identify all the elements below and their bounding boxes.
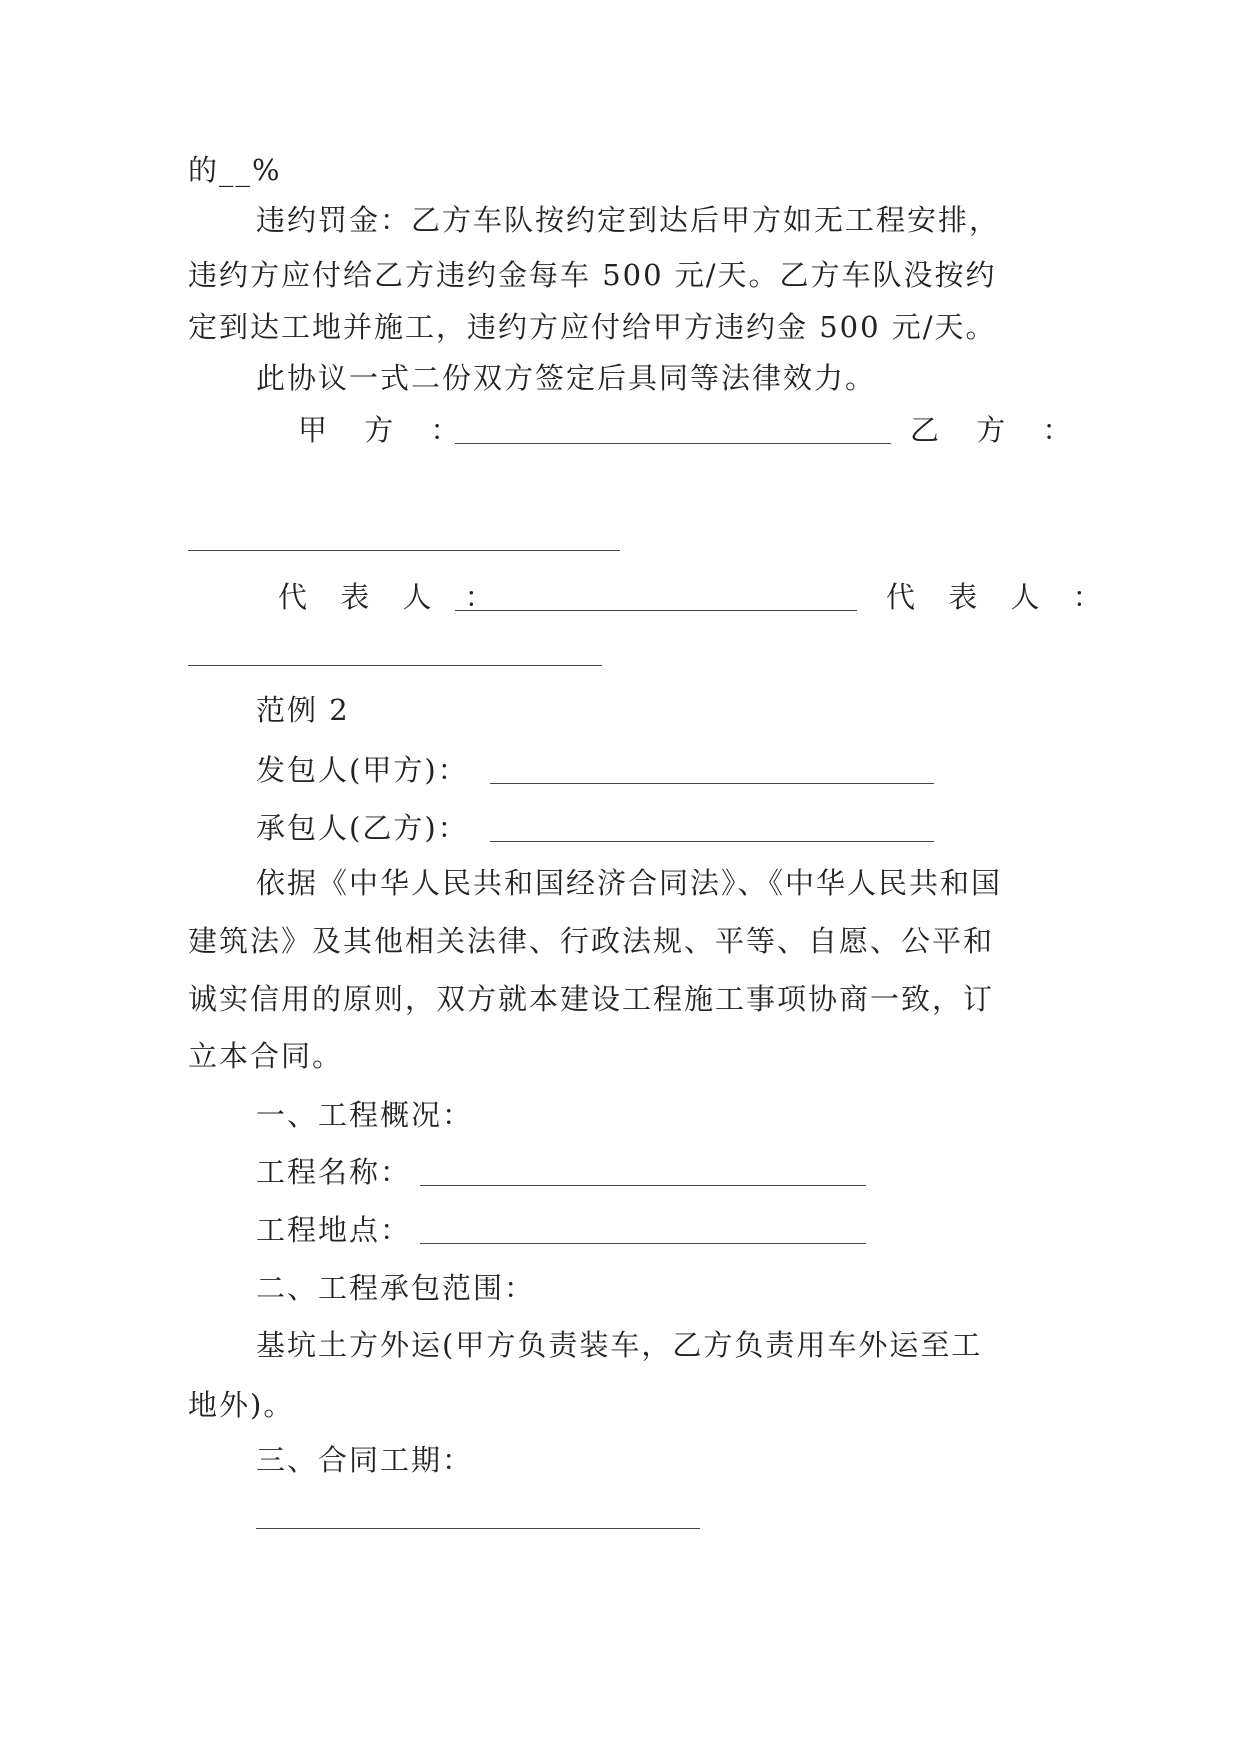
example-title: 范例 2	[256, 693, 350, 727]
contractee-blank[interactable]	[490, 841, 934, 842]
scope-paragraph: 基坑土方外运(甲方负责装车，乙方负责用车外运至工	[256, 1328, 983, 1362]
text-line: 立本合同。	[188, 1039, 344, 1073]
rep-a-label: 代 表 人 ：	[278, 580, 506, 614]
penalty-clause: 违约罚金：乙方车队按约定到达后甲方如无工程安排，	[256, 203, 1001, 237]
party-b-blank[interactable]	[188, 550, 620, 551]
rep-b-blank[interactable]	[188, 665, 602, 666]
rep-a-blank[interactable]	[455, 610, 857, 611]
section-heading: 二、工程承包范围：	[256, 1271, 536, 1305]
text-line: 建筑法》及其他相关法律、行政法规、平等、自愿、公平和	[188, 924, 995, 958]
basis-paragraph: 依据《中华人民共和国经济合同法》、《中华人民共和国	[256, 866, 1003, 900]
rep-b-label: 代 表 人 ：	[886, 580, 1114, 614]
party-a-blank[interactable]	[455, 443, 891, 444]
section-heading: 一、工程概况：	[256, 1098, 474, 1132]
party-b-label: 乙 方 ：	[910, 413, 1086, 447]
project-name-blank[interactable]	[420, 1185, 866, 1186]
party-a-label: 甲 方 ：	[298, 413, 474, 447]
contract-period-blank[interactable]	[256, 1528, 700, 1529]
text-line: 的__%	[188, 153, 282, 187]
contractee-label: 承包人(乙方)：	[256, 811, 469, 845]
text-line: 诚实信用的原则，双方就本建设工程施工事项协商一致，订	[188, 982, 995, 1016]
project-site-blank[interactable]	[420, 1243, 866, 1244]
text-line: 违约方应付给乙方违约金每车 500 元/天。乙方车队没按约	[188, 258, 997, 292]
agreement-validity: 此协议一式二份双方签定后具同等法律效力。	[256, 361, 877, 395]
contractor-blank[interactable]	[490, 783, 934, 784]
section-heading: 三、合同工期：	[256, 1443, 474, 1477]
text-line: 定到达工地并施工，违约方应付给甲方违约金 500 元/天。	[188, 310, 997, 344]
text-line: 地外)。	[188, 1388, 295, 1422]
project-site-label: 工程地点：	[256, 1213, 412, 1247]
contractor-label: 发包人(甲方)：	[256, 753, 469, 787]
project-name-label: 工程名称：	[256, 1155, 412, 1189]
